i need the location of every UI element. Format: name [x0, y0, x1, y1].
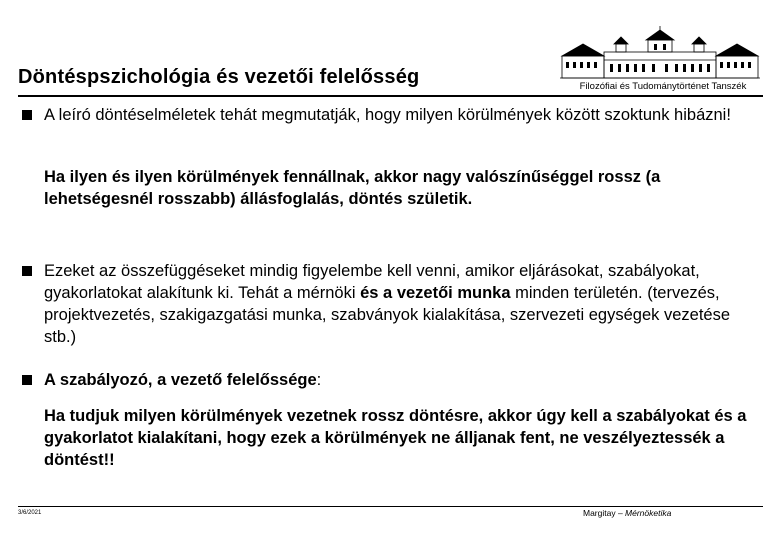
- bullet-marker: [22, 110, 32, 120]
- bullet-3-colon: :: [316, 371, 322, 389]
- footer-date: 3/6/2021: [18, 510, 42, 516]
- bullet-2-text: [44, 260, 764, 348]
- footer-author: Margitay –: [583, 508, 626, 518]
- bullet-1-text: A leíró döntéselméletek tehát megmutatják, hogy milyen körülmények között szoktunk hibázni!: [44, 106, 731, 124]
- footer-course: Mérnöketika: [625, 508, 672, 518]
- bullet-3-text: [44, 369, 764, 391]
- bullet-1-subtext: Ha ilyen és ilyen körülmények fennállnak, akkor nagy valószínűséggel rossz (a lehetségesnél rosszabb) állásfoglalás, döntés születik.: [44, 168, 661, 208]
- bullet-2-part-2: minden területén. (tervezés, projektvezetés, szakigazgatási munka, szabványok kialakítása, szervezeti egységek vezetése stb.): [44, 284, 731, 346]
- bullet-2-part-1: Ezeket az összefüggéseket mindig figyelembe kell venni, amikor eljárásokat, szabályokat, gyakorlatokat alakítunk ki. Tehát a mérnöki: [44, 262, 700, 302]
- department-caption: Filozófiai és Tudománytörténet Tanszék: [579, 81, 747, 92]
- bullet-3-subtext: Ha tudjuk milyen körülmények vezetnek rossz döntésre, akkor úgy kell a szabályokat és a gyakorlatot kialakítani, hogy ezek a körülmények ne álljanak fent, ne veszélyeztessék a döntést!!: [44, 407, 747, 469]
- bullet-2-emphasis: és a vezetői munka: [360, 284, 511, 302]
- footer-credit: [583, 508, 671, 518]
- footer-divider: [18, 506, 763, 507]
- title-divider: [18, 95, 763, 97]
- bullet-3-heading: A szabályozó, a vezető felelőssége: [44, 371, 317, 389]
- bullet-marker: [22, 375, 32, 385]
- slide-title: Döntéspszichológia és vezetői felelősség: [18, 66, 420, 88]
- bullet-marker: [22, 266, 32, 276]
